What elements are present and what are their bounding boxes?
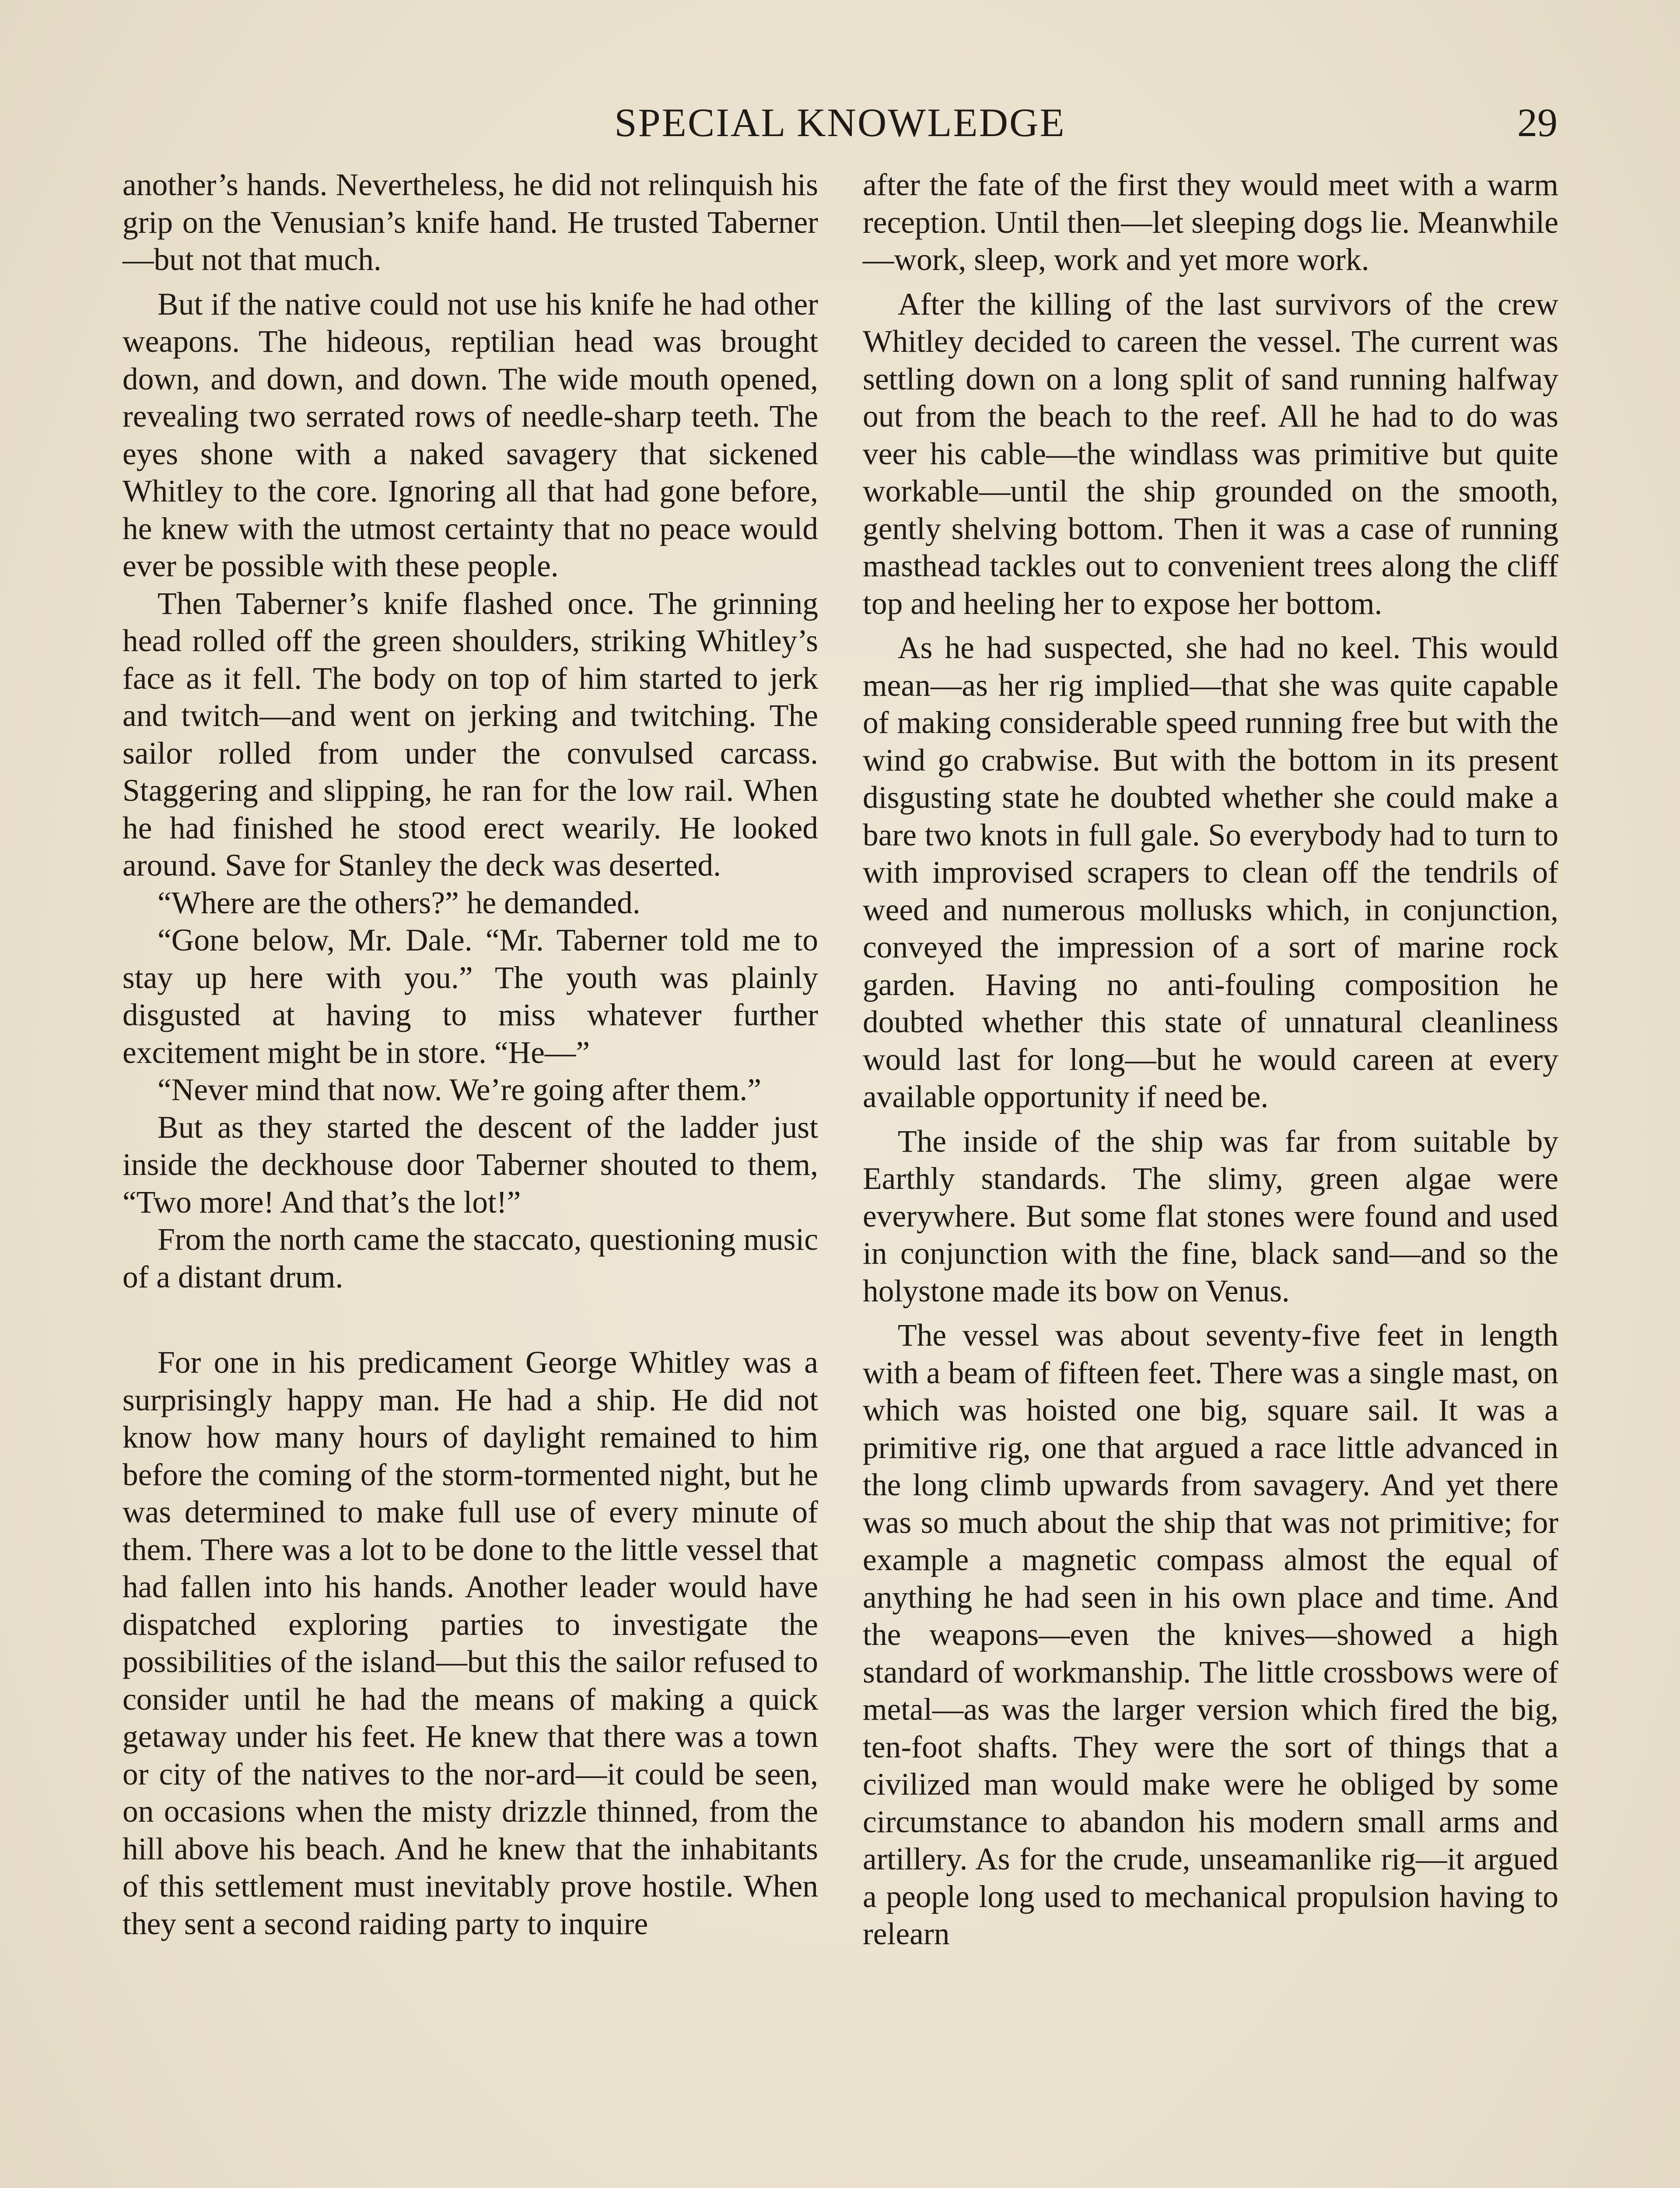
section-start-paragraph: For one in his predicament George Whitley was a surprisingly happy man. He had a ship. He did not know how many hours of daylight remained to him before the coming of the storm-tormented night, but he was determined to make full use of every minute of them. There was a lot to be done to the little vessel that had fallen into his hands. Another leader would have dispatched exploring parties to investigate the possibilities of the island—but this the sailor refused to consider until he had the means of making a quick getaway under his feet. He knew that there was a town or city of the natives to the nor-ard—it could be seen, on occasions when the misty drizzle thinned, from the hill above his beach. And he knew that the inhabitants of this settlement must inevitably prove hostile. When they sent a second raiding party to inquire [122, 1345, 818, 1941]
paragraph: But if the native could not use his knife he had other weapons. The hideous, reptilian head was brought down, and down, and down. The wide mouth opened, revealing two serrated rows of needle-sharp teeth. The eyes shone with a naked savagery that sickened Whitley to the core. Ignoring all that had gone before, he knew with the utmost certainty that no peace would ever be possible with these people. [122, 287, 818, 583]
paragraph: From the north came the staccato, questioning music of a distant drum. [122, 1222, 818, 1294]
paragraph: after the fate of the first they would meet with a warm reception. Until then—let sleeping dogs lie. Meanwhile—work, sleep, work and yet more work. [863, 168, 1558, 277]
paragraph: “Where are the others?” he demanded. [158, 885, 640, 920]
page-number: 29 [1517, 100, 1558, 145]
paragraph: But as they started the descent of the ladder just inside the deckhouse door Taberner shouted to them, “Two more! And that’s the lot!” [122, 1110, 818, 1220]
paragraph: As he had suspected, she had no keel. This would mean—as her rig implied—that she was quite capable of making considerable speed running free but with the wind go crabwise. But with the bottom in its present disgusting state he doubted whether she could make a bare two knots in full gale. So everybody had to turn to with improvised scrapers to clean off the tendrils of weed and numerous mollusks which, in conjunction, conveyed the impression of a sort of marine rock garden. Having no anti-fouling composition he doubted whether this state of unnatural cleanliness would last for long—but he would careen at every available opportunity if need be. [863, 631, 1558, 1114]
paragraph: The inside of the ship was far from suitable by Earthly standards. The slimy, green algae were everywhere. But some flat stones were found and used in conjunction with the fine, black sand—and so the holystone made its bow on Venus. [863, 1124, 1558, 1308]
running-title: SPECIAL KNOWLEDGE [614, 100, 1066, 145]
paragraph: “Never mind that now. We’re going after them.” [158, 1073, 762, 1107]
paragraph: “Gone below, Mr. Dale. “Mr. Taberner told me to stay up here with you.” The youth was plainly disgusted at having to miss whatever further excitement might be in store. “He—” [122, 923, 818, 1070]
paragraph: After the killing of the last survivors of the crew Whitley decided to careen the vessel. The current was settling down on a long split of sand running halfway out from the beach to the reef. All he had to do was veer his cable—the windlass was primitive but quite workable—until the ship grounded on the smooth, gently shelving bottom. Then it was a case of running masthead tackles out to convenient trees along the cliff top and heeling her to expose her bottom. [863, 287, 1558, 621]
left-column [122, 166, 818, 1943]
paragraph: The vessel was about seventy-five feet in length with a beam of fifteen feet. There was a single mast, on which was hoisted one big, square sail. It was a primitive rig, one that argued a race little advanced in the long climb upwards from savagery. And yet there was so much about the ship that was not primitive; for example a magnetic compass almost the equal of anything he had seen in his own place and time. And the weapons—even the knives—showed a high standard of workmanship. The little crossbows were of metal—as was the larger version which fired the big, ten-foot shafts. They were the sort of things that a civilized man would make were he obliged by some circumstance to abandon his modern small arms and artillery. As for the crude, unseamanlike rig—it argued a people long used to mechanical propulsion having to relearn [863, 1318, 1558, 1951]
paragraph: another’s hands. Nevertheless, he did not relinquish his grip on the Venusian’s knife hand. He trusted Taberner—but not that much. [122, 168, 818, 277]
paragraph: Then Taberner’s knife flashed once. The grinning head rolled off the green shoulders, striking Whitley’s face as it fell. The body on top of him started to jerk and twitch—and went on jerking and twitching. The sailor rolled from under the convulsed carcass. Staggering and slipping, he ran for the low rail. When he had finished he stood erect wearily. He looked around. Save for Stanley the deck was deserted. [122, 586, 818, 883]
right-column [863, 166, 1558, 1953]
page-header [122, 94, 1558, 151]
